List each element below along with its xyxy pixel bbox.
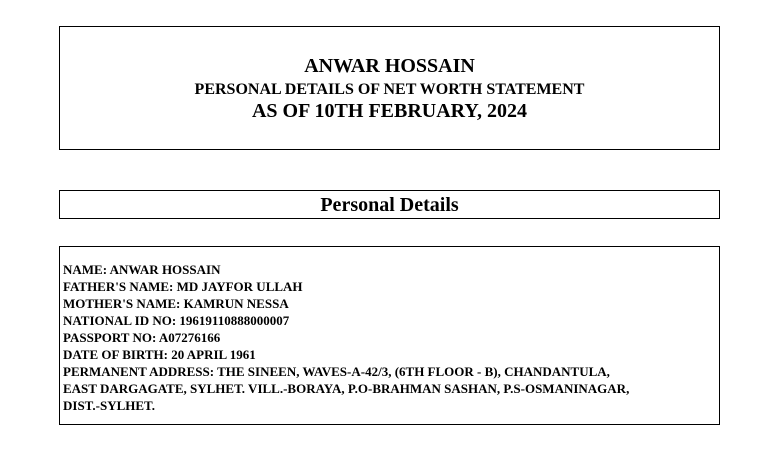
detail-name: NAME: ANWAR HOSSAIN (63, 262, 221, 277)
detail-address-line-3: DIST.-SYLHET. (63, 398, 155, 413)
personal-details-panel (59, 246, 720, 425)
statement-subtitle: PERSONAL DETAILS OF NET WORTH STATEMENT (194, 81, 585, 98)
section-title: Personal Details (59, 190, 720, 219)
detail-address-line-2: EAST DARGAGATE, SYLHET. VILL.-BORAYA, P.O-BRAHMAN SASHAN, P.S-OSMANINAGAR, (63, 381, 630, 396)
personal-details-list (63, 261, 713, 414)
detail-date-of-birth: DATE OF BIRTH: 20 APRIL 1961 (63, 347, 256, 362)
owner-name-title: ANWAR HOSSAIN (304, 55, 475, 77)
detail-address-line-1: PERMANENT ADDRESS: THE SINEEN, WAVES-A-42/3, (6TH FLOOR - B), CHANDANTULA, (63, 364, 610, 379)
statement-date: AS OF 10TH FEBRUARY, 2024 (251, 100, 528, 122)
detail-national-id: NATIONAL ID NO: 19619110888000007 (63, 313, 290, 328)
detail-mother-name: MOTHER'S NAME: KAMRUN NESSA (63, 296, 289, 311)
detail-passport: PASSPORT NO: A07276166 (63, 330, 221, 345)
statement-header (59, 26, 720, 150)
detail-father-name: FATHER'S NAME: MD JAYFOR ULLAH (63, 279, 303, 294)
